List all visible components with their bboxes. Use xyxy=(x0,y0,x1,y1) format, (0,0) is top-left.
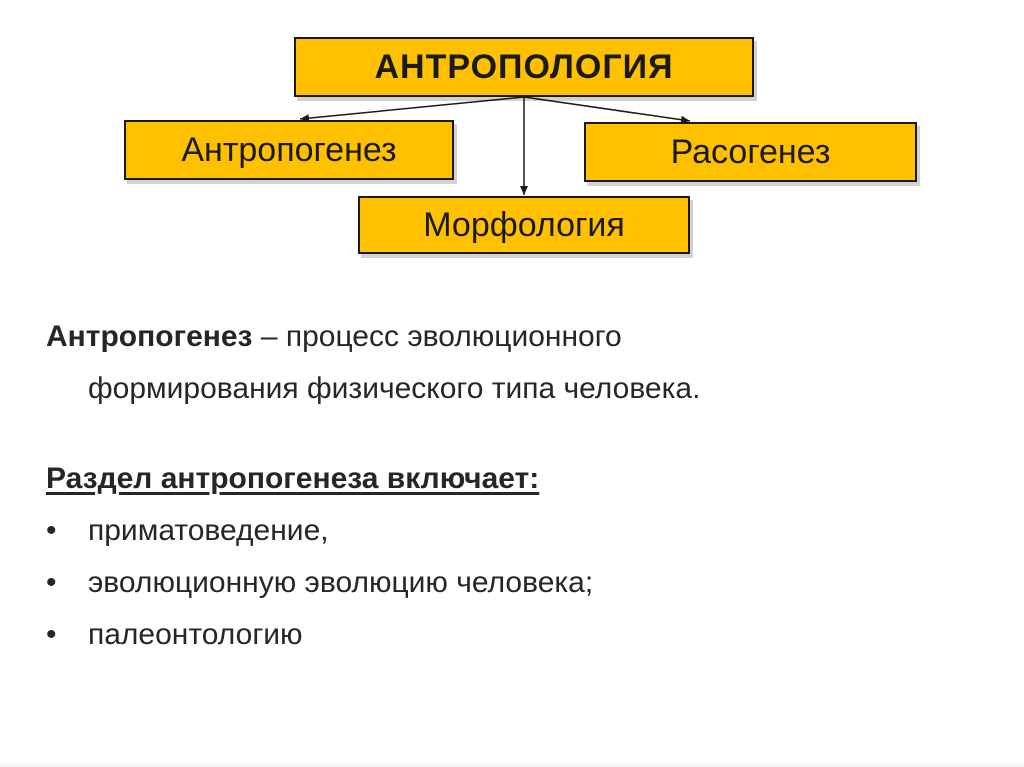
bullet-icon: • xyxy=(46,514,57,547)
definition-rest: – процесс эволюционного xyxy=(252,320,622,353)
diagram-node-racogenesis: Расогенез xyxy=(584,122,917,182)
list-item xyxy=(46,566,593,600)
bullet-icon: • xyxy=(46,618,57,651)
bullet-icon: • xyxy=(46,566,57,599)
arrow-to-anthropogenesis xyxy=(300,97,524,119)
diagram-root-node: АНТРОПОЛОГИЯ xyxy=(294,37,754,97)
definition-line-1 xyxy=(46,320,622,354)
list-item-text: приматоведение, xyxy=(88,514,329,547)
list-item-text: палеонтологию xyxy=(88,618,303,651)
list-item xyxy=(46,514,329,548)
diagram-node-morphology: Морфология xyxy=(358,196,690,254)
arrow-to-racogenesis xyxy=(524,97,690,121)
section-heading: Раздел антропогенеза включает: xyxy=(46,462,540,495)
list-item-text: эволюционную эволюцию человека; xyxy=(88,566,594,599)
diagram-node-anthropogenesis: Антропогенез xyxy=(124,120,454,180)
definition-term: Антропогенез xyxy=(46,320,253,353)
definition-line-2: формирования физического типа человека. xyxy=(88,372,701,405)
slide-bottom-edge xyxy=(0,761,1024,767)
list-item xyxy=(46,618,303,652)
